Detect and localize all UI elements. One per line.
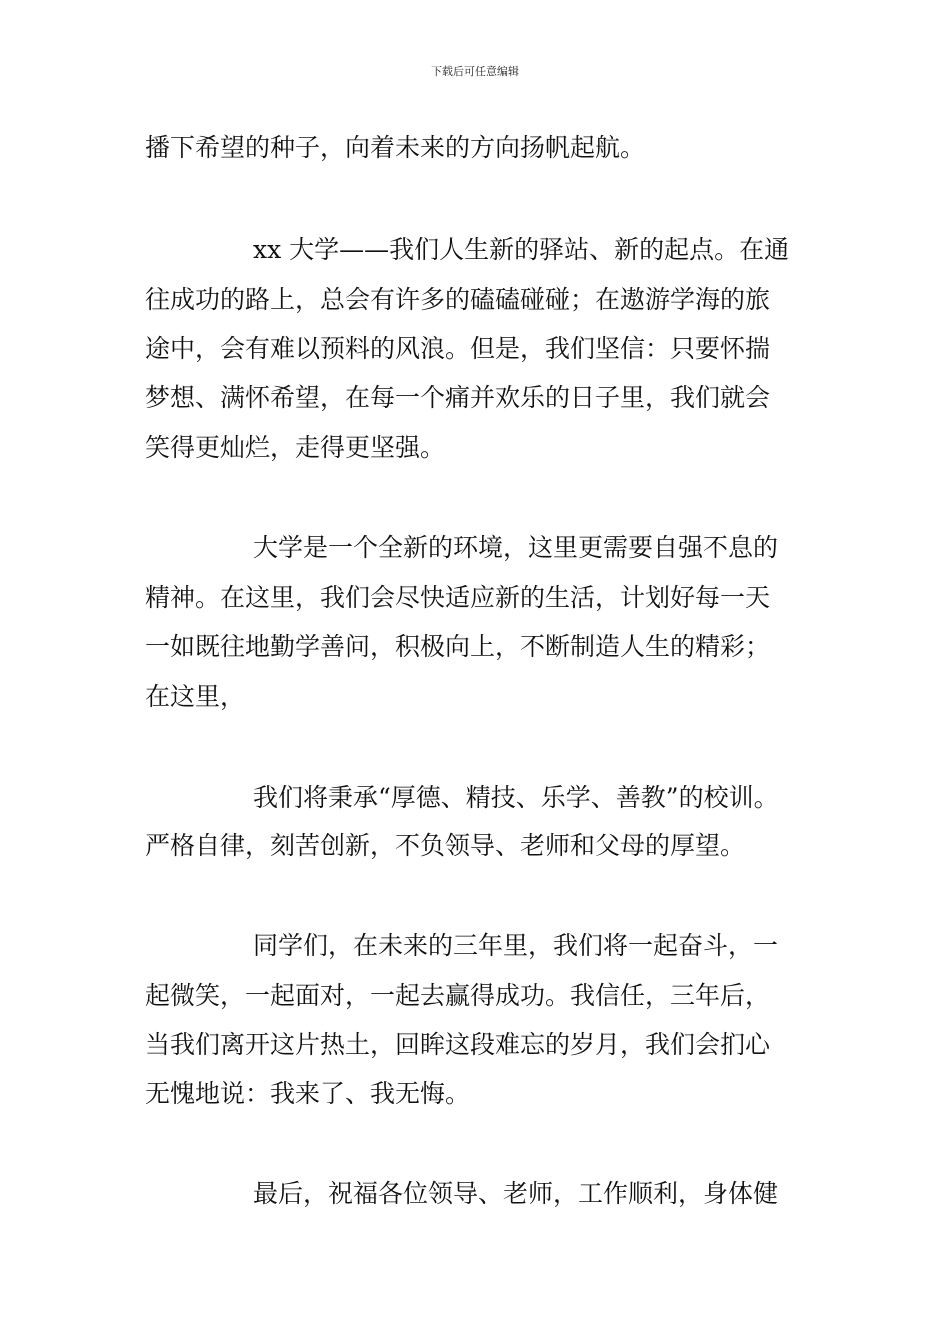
- paragraph-line: 最后，祝福各位领导、老师，工作顺利，身体健: [253, 1179, 779, 1208]
- paragraph-line: 在这里，: [145, 682, 246, 711]
- paragraph-line: 大学是一个全新的环境，这里更需要自强不息的: [253, 533, 779, 562]
- paragraph-line: 笑得更灿烂，走得更坚强。: [145, 433, 446, 462]
- paragraph-line: 精神。在这里，我们会尽快适应新的生活，计划好每一天: [145, 583, 771, 612]
- paragraph-line: 我们将秉承“厚德、精技、乐学、善教”的校训。: [253, 783, 779, 812]
- paragraph-line: 严格自律，刻苦创新，不负领导、老师和父母的厚望。: [145, 831, 746, 860]
- paragraph-line: 当我们离开这片热土，回眸这段难忘的岁月，我们会扪心: [145, 1030, 771, 1059]
- paragraph-line: 同学们，在未来的三年里，我们将一起奋斗，一: [253, 931, 779, 960]
- paragraph-line: 途中，会有难以预料的风浪。但是，我们坚信：只要怀揣: [145, 334, 771, 363]
- paragraph-line: 一如既往地勤学善问，积极向上，不断制造人生的精彩；: [145, 632, 771, 661]
- paragraph-line: 往成功的路上，总会有许多的磕磕碰碰；在遨游学海的旅: [145, 285, 771, 314]
- paragraph-line: 梦想、满怀希望，在每一个痛并欢乐的日子里，我们就会: [145, 383, 771, 412]
- paragraph-line: xx 大学——我们人生新的驿站、新的起点。在通: [253, 235, 790, 264]
- paragraph-line: 无愧地说：我来了、我无悔。: [145, 1079, 471, 1108]
- paragraph-line: 播下希望的种子，向着未来的方向扬帆起航。: [145, 133, 646, 162]
- page-header: 下载后可任意编辑: [431, 65, 519, 78]
- paragraph-line: 起微笑，一起面对，一起去赢得成功。我信任，三年后，: [145, 981, 771, 1010]
